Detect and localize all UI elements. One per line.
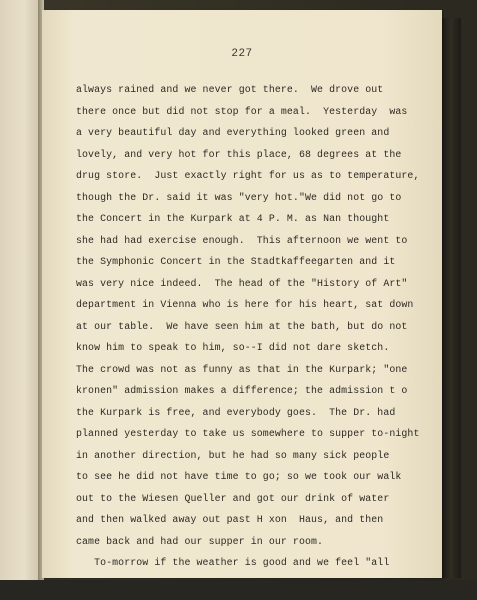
text-line: To-morrow if the weather is good and we feel "all xyxy=(76,557,390,568)
text-line: kronen" admission makes a difference; the admission t o xyxy=(76,385,408,396)
document-page xyxy=(42,10,442,578)
text-line: know him to speak to him, so--I did not dare sketch. xyxy=(76,342,390,353)
text-line: the Symphonic Concert in the Stadtkaffeegarten and it xyxy=(76,256,396,267)
text-line: lovely, and very hot for this place, 68 degrees at the xyxy=(76,149,402,160)
text-line: though the Dr. said it was "very hot."We did not go to xyxy=(76,192,402,203)
text-line: the Concert in the Kurpark at 4 P. M. as Nan thought xyxy=(76,213,390,224)
text-line: at our table. We have seen him at the bath, but do not xyxy=(76,321,408,332)
text-line: in another direction, but he had so many sick people xyxy=(76,450,390,461)
text-line: always rained and we never got there. We drove out xyxy=(76,84,384,95)
text-line: to see he did not have time to go; so we took our walk xyxy=(76,471,402,482)
text-line: was very nice indeed. The head of the "History of Art" xyxy=(76,278,408,289)
text-line: the Kurpark is free, and everybody goes. The Dr. had xyxy=(76,407,396,418)
text-line: she had had exercise enough. This afternoon we went to xyxy=(76,235,408,246)
text-line: and then walked away out past H xon Haus, and then xyxy=(76,514,384,525)
page-number: 227 xyxy=(231,48,253,60)
text-line: out to the Wiesen Queller and got our drink of water xyxy=(76,493,390,504)
text-line: planned yesterday to take us somewhere to supper to-night xyxy=(76,428,420,439)
text-line: a very beautiful day and everything looked green and xyxy=(76,127,390,138)
text-line: The crowd was not as funny as that in the Kurpark; "one xyxy=(76,364,408,375)
text-line: came back and had our supper in our room. xyxy=(76,536,324,547)
text-line: there once but did not stop for a meal. Yesterday was xyxy=(76,106,408,117)
scan-bottom-border xyxy=(0,580,477,600)
book-cover-edge xyxy=(441,18,461,578)
previous-page-edge xyxy=(0,0,41,592)
text-line: drug store. Just exactly right for us as to temperature, xyxy=(76,170,420,181)
text-line: department in Vienna who is here for his heart, sat down xyxy=(76,299,414,310)
